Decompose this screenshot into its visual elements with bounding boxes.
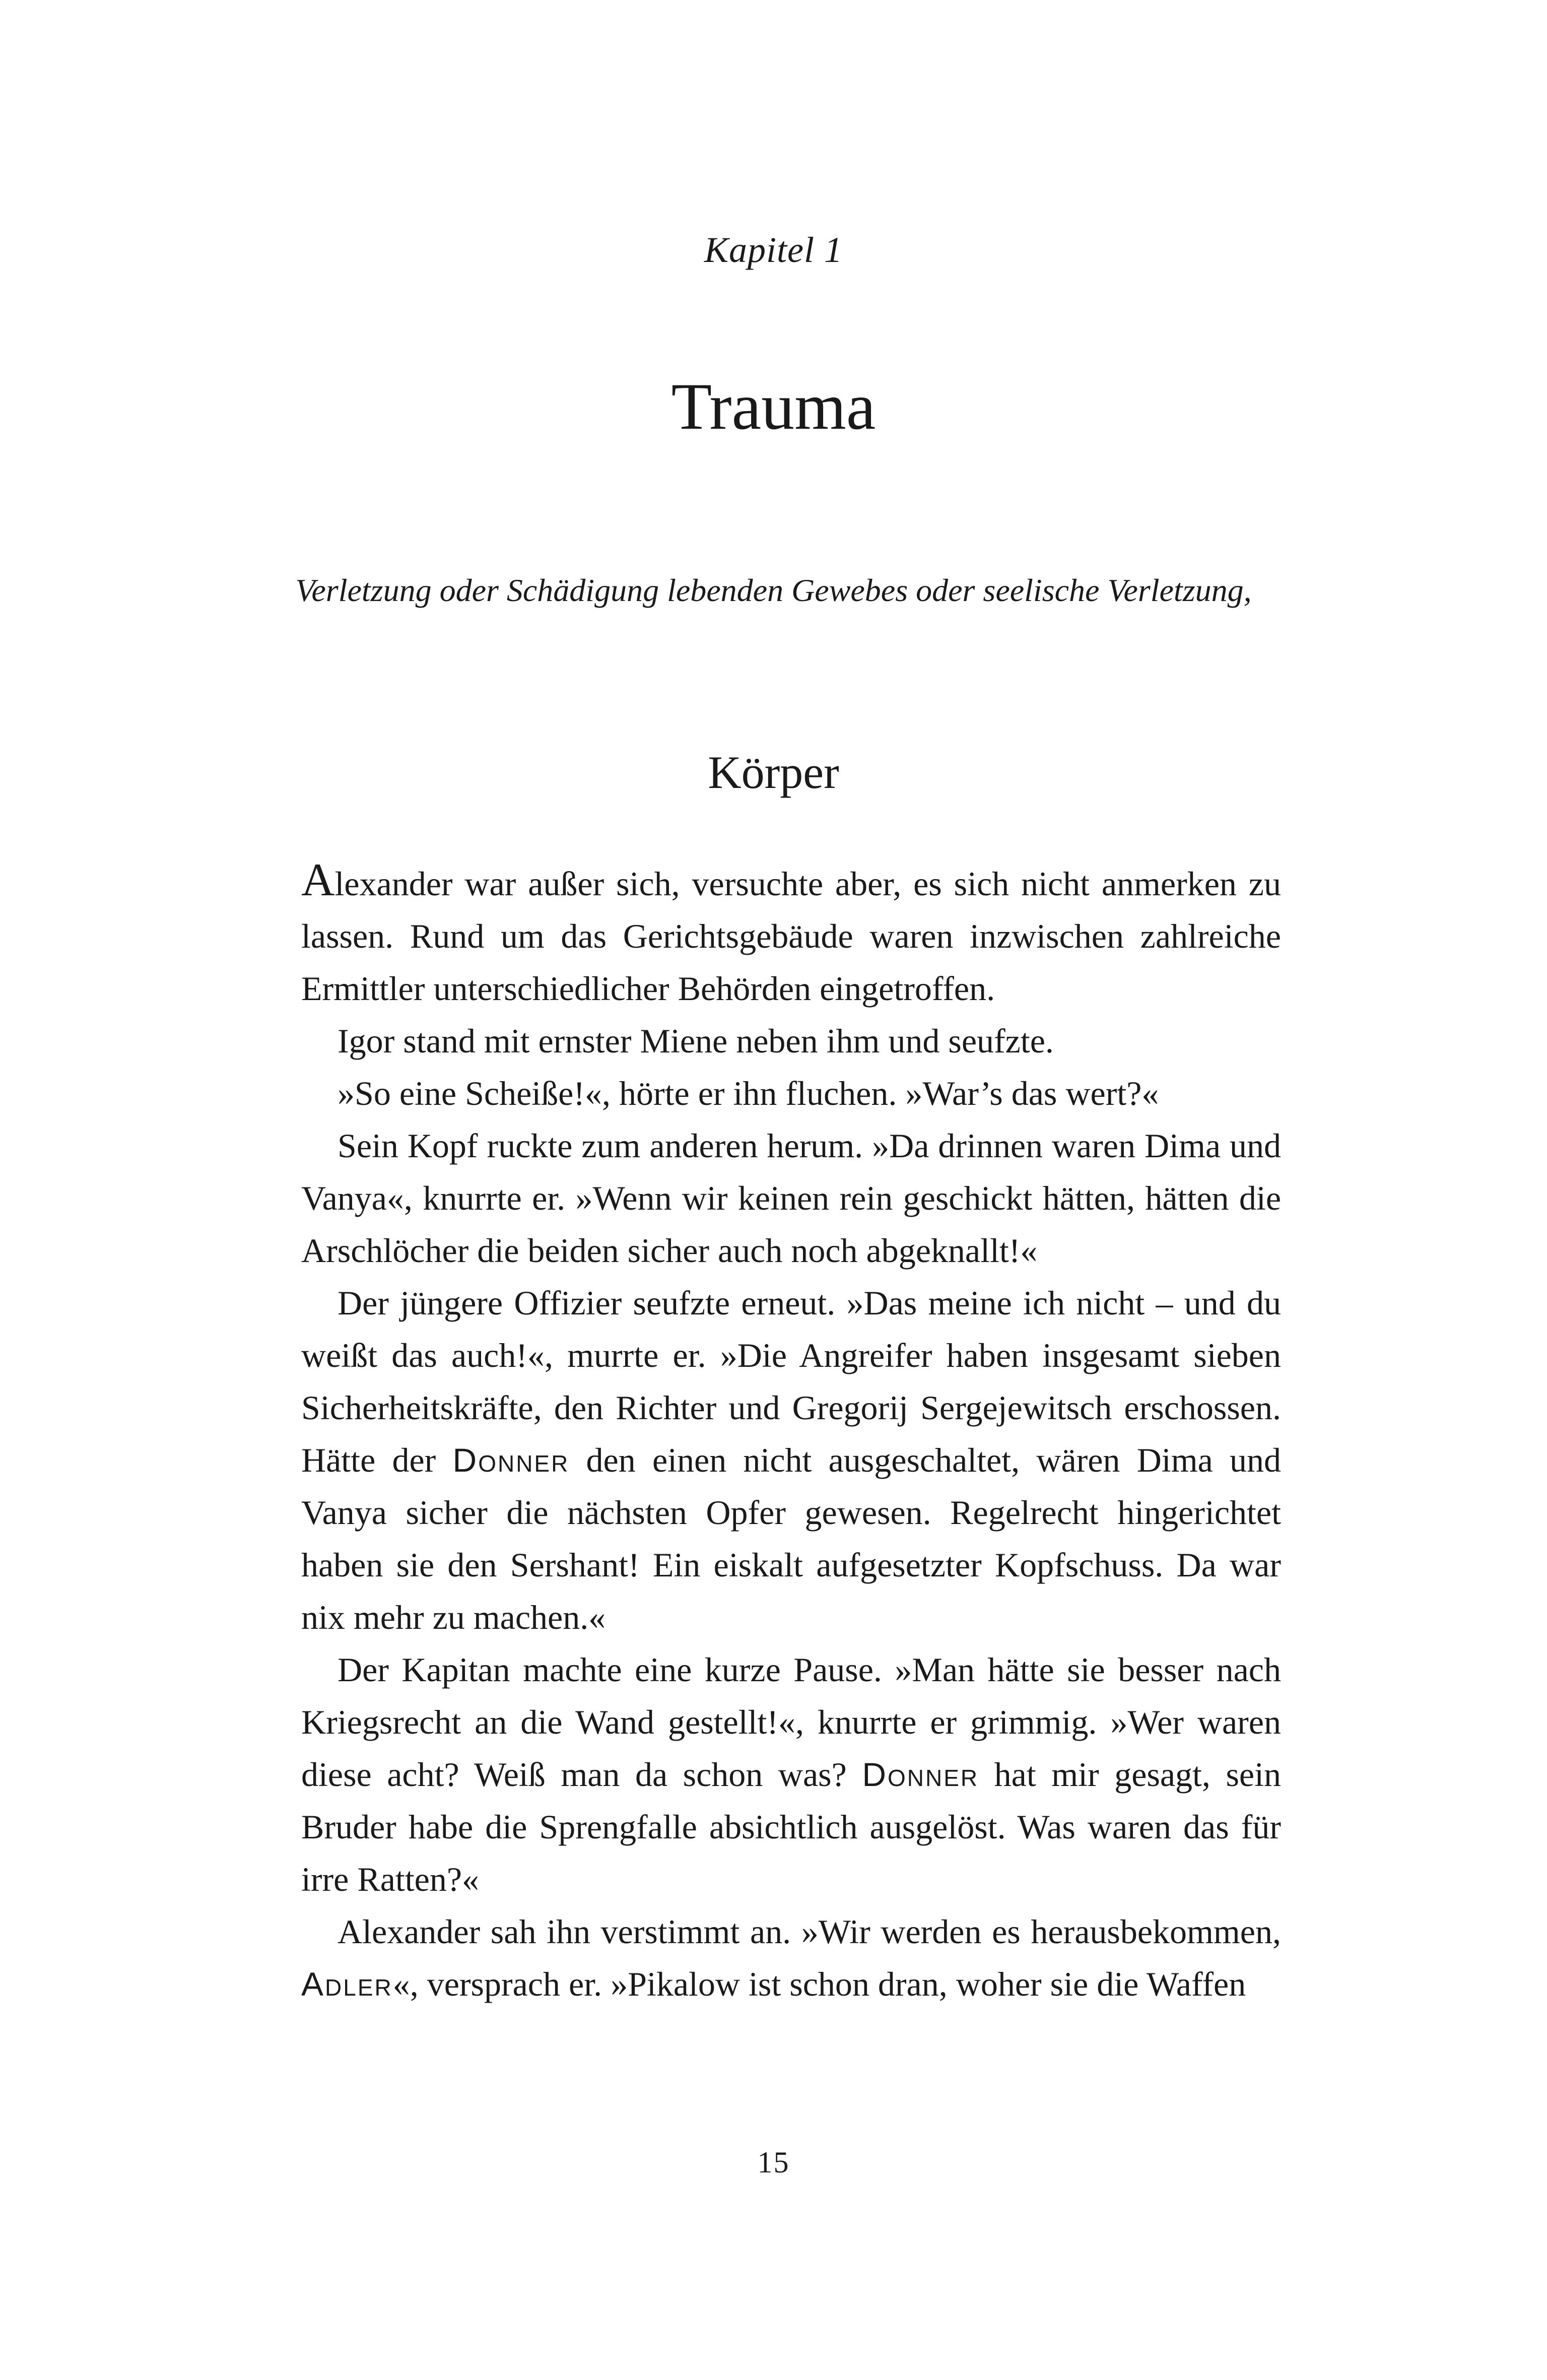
codename-adler: Adler (301, 1965, 393, 2003)
paragraph-6-text-b: hat mir gesagt, sein Bruder habe die Sprengfalle absichtlich ausgelöst. Was waren das für irre Ratten?« (301, 1755, 1281, 1898)
paragraph-5 (301, 1277, 1281, 1643)
paragraph-6 (301, 1643, 1281, 1905)
epigraph: Verletzung oder Schädigung lebenden Gewebes oder seelische Verletzung, (295, 572, 1252, 608)
paragraph-5-text-a: Der jüngere Offizier seufzte erneut. »Das meine ich nicht – und du weißt das auch!«, murrte er. »Die Angreifer haben insgesamt sieben Sicherheitskräfte, den Richter und Gregorij Sergejewitsch erschossen. Hätte der (301, 1284, 1281, 1479)
chapter-label: Kapitel 1 (704, 230, 843, 270)
paragraph-1 (301, 854, 1281, 1015)
paragraph-1-text: lexander war außer sich, versuchte aber, es sich nicht anmerken zu lassen. Rund um das Gerichtsgebäude waren inzwischen zahlreiche Ermittler unterschiedlicher Behörden eingetroffen. (301, 865, 1281, 1008)
paragraph-5-text-b: den einen nicht ausgeschaltet, wären Dima und Vanya sicher die nächsten Opfer gewesen. Regelrecht hingerichtet haben sie den Sershant! Ein eiskalt aufgesetzter Kopfschuss. Da war nix mehr zu machen.« (301, 1441, 1281, 1636)
paragraph-7-text-a: Alexander sah ihn verstimmt an. »Wir werden es herausbekommen, (338, 1912, 1281, 1951)
chapter-title: Trauma (671, 369, 876, 443)
initial-letter: A (301, 854, 335, 905)
paragraph-2: Igor stand mit ernster Miene neben ihm und seufzte. (338, 1022, 1054, 1060)
codename-donner: Donner (862, 1756, 979, 1793)
codename-donner: Donner (452, 1441, 570, 1479)
paragraph-7-text-b: «, versprach er. »Pikalow ist schon dran, woher sie die Waffen (392, 1965, 1246, 2003)
body-text (301, 854, 1281, 2010)
page-number: 15 (757, 2146, 790, 2179)
paragraph-7 (301, 1905, 1281, 2010)
paragraph-4: Sein Kopf ruckte zum anderen herum. »Da drinnen waren Dima und Vanya«, knurrte er. »Wenn wir keinen rein geschickt hätten, hätten die Arschlöcher die beiden sicher auch noch abgeknallt!« (301, 1127, 1281, 1270)
section-title: Körper (708, 747, 839, 798)
paragraph-3: »So eine Scheiße!«, hörte er ihn fluchen. »War’s das wert?« (338, 1074, 1159, 1112)
paragraph-6-text-a: Der Kapitan machte eine kurze Pause. »Man hätte sie besser nach Kriegsrecht an die Wand gestellt!«, knurrte er grimmig. »Wer waren diese acht? Weiß man da schon was? (301, 1650, 1281, 1794)
